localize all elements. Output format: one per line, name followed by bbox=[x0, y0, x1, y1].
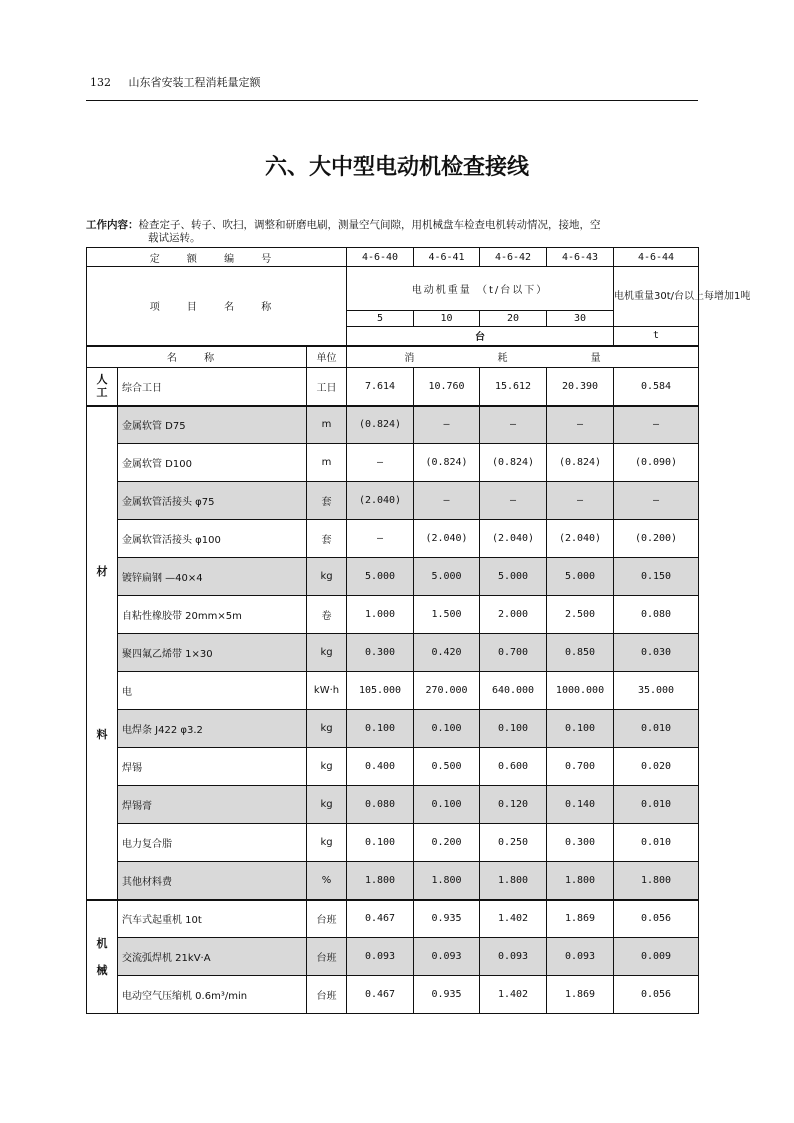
quota-code: 4-6-42 bbox=[480, 248, 547, 267]
running-header bbox=[90, 74, 261, 90]
unit-t: t bbox=[614, 327, 699, 346]
consumption-value: 1000.000 bbox=[547, 672, 614, 710]
consumption-value: 0.100 bbox=[414, 786, 480, 824]
category-label-top: 材 bbox=[96, 564, 108, 578]
item-name: 金属软管活接头 φ100 bbox=[118, 520, 307, 558]
consumption-value: 0.093 bbox=[547, 938, 614, 976]
quota-code: 4-6-40 bbox=[347, 248, 414, 267]
table-row bbox=[87, 558, 699, 596]
table-row bbox=[87, 520, 699, 558]
quota-code: 4-6-43 bbox=[547, 248, 614, 267]
item-name: 电力复合脂 bbox=[118, 824, 307, 862]
category-label: 人工 bbox=[96, 373, 108, 400]
consumption-value: (0.200) bbox=[614, 520, 699, 558]
quota-table bbox=[86, 247, 751, 1014]
consumption-value: 0.009 bbox=[614, 938, 699, 976]
consumption-value: 0.200 bbox=[414, 824, 480, 862]
item-unit: % bbox=[307, 862, 347, 900]
item-unit: kg bbox=[307, 824, 347, 862]
category-label-bottom: 械 bbox=[96, 963, 108, 977]
consumption-value: 0.010 bbox=[614, 786, 699, 824]
consumption-value: 1.869 bbox=[547, 900, 614, 938]
consumption-value: 0.850 bbox=[547, 634, 614, 672]
item-unit: 工日 bbox=[307, 368, 347, 406]
consumption-value: 0.500 bbox=[414, 748, 480, 786]
category-cell bbox=[87, 900, 118, 1014]
consumption-value: 0.700 bbox=[547, 748, 614, 786]
table-row bbox=[87, 862, 699, 900]
category-cell bbox=[87, 368, 118, 406]
consumption-value: 0.300 bbox=[347, 634, 414, 672]
consumption-value: (0.824) bbox=[414, 444, 480, 482]
consumption-value: 0.100 bbox=[347, 710, 414, 748]
consumption-value: 0.300 bbox=[547, 824, 614, 862]
consumption-value: 0.250 bbox=[480, 824, 547, 862]
consumption-value: 1.402 bbox=[480, 900, 547, 938]
consumption-value: 5.000 bbox=[547, 558, 614, 596]
item-unit: 台班 bbox=[307, 900, 347, 938]
consumption-value: 15.612 bbox=[480, 368, 547, 406]
consumption-value: — bbox=[347, 520, 414, 558]
item-name: 电焊条 J422 φ3.2 bbox=[118, 710, 307, 748]
item-name: 聚四氟乙烯带 1×30 bbox=[118, 634, 307, 672]
consumption-value: 0.935 bbox=[414, 900, 480, 938]
item-unit: 卷 bbox=[307, 596, 347, 634]
item-unit: m bbox=[307, 444, 347, 482]
item-unit: kW·h bbox=[307, 672, 347, 710]
item-name: 镀锌扁钢 —40×4 bbox=[118, 558, 307, 596]
consumption-value: — bbox=[414, 482, 480, 520]
consumption-value: — bbox=[347, 444, 414, 482]
weight-value: 20 bbox=[480, 311, 547, 327]
item-unit: 套 bbox=[307, 520, 347, 558]
item-unit: kg bbox=[307, 786, 347, 824]
consumption-value: 0.935 bbox=[414, 976, 480, 1014]
weight-value: 30 bbox=[547, 311, 614, 327]
consumption-value: 105.000 bbox=[347, 672, 414, 710]
consumption-value: 10.760 bbox=[414, 368, 480, 406]
consumption-value: 0.600 bbox=[480, 748, 547, 786]
unit-tai: 台 bbox=[347, 327, 614, 346]
table-row bbox=[87, 406, 699, 444]
table-row bbox=[87, 710, 699, 748]
consumption-value: 640.000 bbox=[480, 672, 547, 710]
consumption-value: (0.824) bbox=[347, 406, 414, 444]
consumption-value: 0.467 bbox=[347, 976, 414, 1014]
table-row bbox=[87, 938, 699, 976]
item-name: 金属软管 D75 bbox=[118, 406, 307, 444]
consumption-value: (0.824) bbox=[547, 444, 614, 482]
consumption-value: 1.800 bbox=[414, 862, 480, 900]
consumption-value: 0.080 bbox=[614, 596, 699, 634]
table-row bbox=[87, 482, 699, 520]
item-unit: m bbox=[307, 406, 347, 444]
consumption-value: 0.093 bbox=[347, 938, 414, 976]
consumption-value: 0.584 bbox=[614, 368, 699, 406]
consumption-value: 1.800 bbox=[347, 862, 414, 900]
consumption-value: — bbox=[547, 482, 614, 520]
table-row bbox=[87, 444, 699, 482]
consumption-value: (2.040) bbox=[547, 520, 614, 558]
consumption-value: 1.402 bbox=[480, 976, 547, 1014]
table-row bbox=[87, 672, 699, 710]
table-row bbox=[87, 596, 699, 634]
item-unit: kg bbox=[307, 748, 347, 786]
consumption-value: 0.140 bbox=[547, 786, 614, 824]
quota-code-row bbox=[87, 248, 699, 267]
consumption-value: 1.800 bbox=[614, 862, 699, 900]
col-consumption-header: 消 耗 量 bbox=[347, 346, 699, 368]
consumption-value: 1.869 bbox=[547, 976, 614, 1014]
item-name: 自粘性橡胶带 20mm×5m bbox=[118, 596, 307, 634]
consumption-value: 0.080 bbox=[347, 786, 414, 824]
consumption-value: 7.614 bbox=[347, 368, 414, 406]
header-rule bbox=[86, 100, 698, 101]
consumption-value: 0.093 bbox=[414, 938, 480, 976]
consumption-value: (2.040) bbox=[414, 520, 480, 558]
work-content-line1: 检查定子、转子、吹扫，调整和研磨电刷，测量空气间隙，用机械盘车检查电机转动情况，接地，空 bbox=[138, 219, 601, 231]
consumption-value: 0.467 bbox=[347, 900, 414, 938]
quota-code: 4-6-44 bbox=[614, 248, 699, 267]
extra-weight-header: 电机重量30t/台以上每增加1吨 bbox=[614, 267, 699, 327]
consumption-value: 0.056 bbox=[614, 900, 699, 938]
consumption-value: — bbox=[414, 406, 480, 444]
section-title: 六、大中型电动机检查接线 bbox=[264, 155, 529, 180]
weight-header-row bbox=[87, 267, 699, 311]
consumption-value: — bbox=[480, 482, 547, 520]
consumption-value: 0.010 bbox=[614, 824, 699, 862]
consumption-value: 0.100 bbox=[347, 824, 414, 862]
item-name: 电动空气压缩机 0.6m³/min bbox=[118, 976, 307, 1014]
category-label-bottom: 料 bbox=[96, 727, 108, 741]
consumption-value: 0.030 bbox=[614, 634, 699, 672]
col-unit-header: 单位 bbox=[307, 346, 347, 368]
consumption-value: 5.000 bbox=[480, 558, 547, 596]
category-label-top: 机 bbox=[96, 936, 108, 950]
item-name: 焊锡膏 bbox=[118, 786, 307, 824]
consumption-value: 5.000 bbox=[414, 558, 480, 596]
weight-value: 5 bbox=[347, 311, 414, 327]
table-row bbox=[87, 900, 699, 938]
table-row bbox=[87, 368, 699, 406]
work-content-line2: 载试运转。 bbox=[148, 232, 201, 244]
consumption-value: 0.150 bbox=[614, 558, 699, 596]
consumption-value: — bbox=[480, 406, 547, 444]
item-unit: kg bbox=[307, 710, 347, 748]
item-name-label: 项 目 名 称 bbox=[87, 267, 347, 346]
weight-value: 10 bbox=[414, 311, 480, 327]
consumption-value: — bbox=[547, 406, 614, 444]
table-row bbox=[87, 634, 699, 672]
work-content-label: 工作内容： bbox=[86, 219, 139, 231]
page-number: 132 bbox=[90, 76, 111, 89]
consumption-value: 1.800 bbox=[480, 862, 547, 900]
item-unit: 套 bbox=[307, 482, 347, 520]
table-row bbox=[87, 748, 699, 786]
consumption-value: 0.120 bbox=[480, 786, 547, 824]
consumption-value: 2.000 bbox=[480, 596, 547, 634]
consumption-value: (2.040) bbox=[480, 520, 547, 558]
consumption-value: 0.020 bbox=[614, 748, 699, 786]
consumption-value: 0.100 bbox=[547, 710, 614, 748]
consumption-value: 20.390 bbox=[547, 368, 614, 406]
consumption-value: 270.000 bbox=[414, 672, 480, 710]
item-name: 电 bbox=[118, 672, 307, 710]
consumption-value: 1.500 bbox=[414, 596, 480, 634]
consumption-value: 0.100 bbox=[414, 710, 480, 748]
item-name: 交流弧焊机 21kV·A bbox=[118, 938, 307, 976]
item-name: 汽车式起重机 10t bbox=[118, 900, 307, 938]
consumption-value: 0.056 bbox=[614, 976, 699, 1014]
table-row bbox=[87, 786, 699, 824]
item-name: 金属软管活接头 φ75 bbox=[118, 482, 307, 520]
book-title: 山东省安装工程消耗量定额 bbox=[128, 76, 261, 89]
consumption-value: 0.420 bbox=[414, 634, 480, 672]
weight-header: 电动机重量 （t/台以下） bbox=[347, 267, 614, 311]
consumption-value: — bbox=[614, 406, 699, 444]
col-name-header: 名 称 bbox=[87, 346, 307, 368]
consumption-value: 0.400 bbox=[347, 748, 414, 786]
column-header-row bbox=[87, 346, 699, 368]
table-row bbox=[87, 824, 699, 862]
consumption-value: (0.090) bbox=[614, 444, 699, 482]
consumption-value: 1.800 bbox=[547, 862, 614, 900]
work-content bbox=[86, 219, 698, 245]
item-unit: 台班 bbox=[307, 938, 347, 976]
consumption-value: 2.500 bbox=[547, 596, 614, 634]
consumption-value: 0.010 bbox=[614, 710, 699, 748]
consumption-value: 1.000 bbox=[347, 596, 414, 634]
item-name: 金属软管 D100 bbox=[118, 444, 307, 482]
consumption-value: (0.824) bbox=[480, 444, 547, 482]
item-unit: kg bbox=[307, 558, 347, 596]
item-name: 焊锡 bbox=[118, 748, 307, 786]
quota-table-body bbox=[87, 248, 751, 1014]
quota-code-label: 定 额 编 号 bbox=[87, 248, 347, 267]
consumption-value: 0.700 bbox=[480, 634, 547, 672]
category-cell bbox=[87, 406, 118, 900]
consumption-value: (2.040) bbox=[347, 482, 414, 520]
item-name: 其他材料费 bbox=[118, 862, 307, 900]
quota-code: 4-6-41 bbox=[414, 248, 480, 267]
consumption-value: 35.000 bbox=[614, 672, 699, 710]
item-name: 综合工日 bbox=[118, 368, 307, 406]
consumption-value: 5.000 bbox=[347, 558, 414, 596]
consumption-value: — bbox=[614, 482, 699, 520]
item-unit: kg bbox=[307, 634, 347, 672]
item-unit: 台班 bbox=[307, 976, 347, 1014]
consumption-value: 0.093 bbox=[480, 938, 547, 976]
consumption-value: 0.100 bbox=[480, 710, 547, 748]
table-row bbox=[87, 976, 699, 1014]
